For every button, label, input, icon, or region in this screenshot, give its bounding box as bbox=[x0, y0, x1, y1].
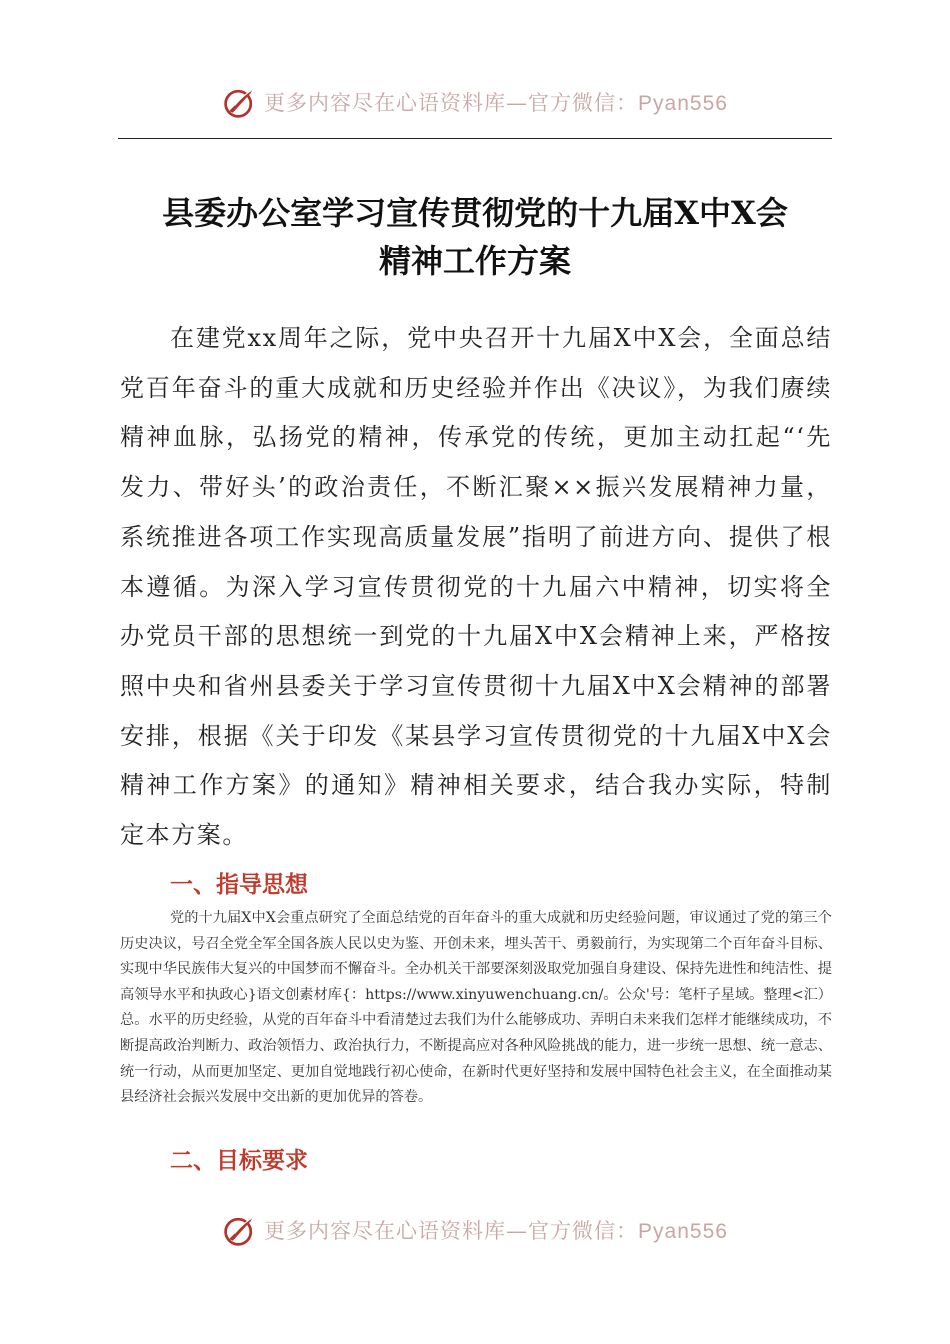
wechat-id: Pyan556 bbox=[638, 92, 728, 115]
header-banner bbox=[0, 82, 950, 122]
quill-logo-icon bbox=[222, 84, 258, 120]
document-title-line-2: 精神工作方案 bbox=[378, 242, 571, 280]
document-title-line-1: 县委办公室学习宣传贯彻党的十九届Ⅹ中Ⅹ会 bbox=[162, 194, 788, 232]
quill-logo-icon bbox=[222, 1212, 258, 1248]
section-heading-guiding-ideology: 一、指导思想 bbox=[170, 872, 308, 898]
wechat-id: Pyan556 bbox=[638, 1220, 728, 1243]
footer-banner bbox=[0, 1210, 950, 1250]
header-divider bbox=[118, 138, 832, 139]
section-heading-goals: 二、目标要求 bbox=[170, 1148, 308, 1174]
intro-paragraph: 在建党xx周年之际，党中央召开十九届X中X会，全面总结党百年奋斗的重大成就和历史经验并作出《决议》，为我们赓续精神血脉，弘扬党的精神，传承党的传统，更加主动扛起“‘先发力、带好头’的政治责任，不断汇聚××振兴发展精神力量，系统推进各项工作实现高质量发展”指明了前进方向、提供了根本遵循。为深入学习宣传贯彻党的十九届六中精神，切实将全办党员干部的思想统一到党的十九届X中X会精神上来，严格按照中央和省州县委关于学习宣传贯彻十九届X中X会精神的部署安排，根据《关于印发《某县学习宣传贯彻党的十九届X中X会精神工作方案》的通知》精神相关要求，结合我办实际，特制定本方案。 bbox=[120, 324, 832, 850]
footer-banner-text: 更多内容尽在心语资料库—官方微信：Pyan556 bbox=[264, 1219, 728, 1243]
section-1-paragraph: 党的十九届X中X会重点研究了全面总结党的百年奋斗的重大成就和历史经验问题，审议通过了党的第三个历史决议，号召全党全军全国各族人民以史为鉴、开创未来，埋头苦干、勇毅前行，为实现第二个百年奋斗目标、实现中华民族伟大复兴的中国梦而不懈奋斗。全办机关干部要深刻汲取党加强自身建设、保持先进性和纯洁性、提高领导水平和执政心}语文创素材库{：https://www.xinyuwenchuang.cn/。公众'号：笔杆子星域。整理<汇）总。水平的历史经验，从党的百年奋斗中看清楚过去我们为什么能够成功、弄明白未来我们怎样才能继续成功，不断提高政治判断力、政治领悟力、政治执行力，不断提高应对各种风险挑战的能力，进一步统一思想、统一意志、统一行动，从而更加坚定、更加自觉地践行初心使命，在新时代更好坚持和发展中国特色社会主义，在全面推动某县经济社会振兴发展中交出新的更加优异的答卷。 bbox=[120, 910, 832, 1106]
header-banner-text: 更多内容尽在心语资料库—官方微信：Pyan556 bbox=[264, 91, 728, 115]
